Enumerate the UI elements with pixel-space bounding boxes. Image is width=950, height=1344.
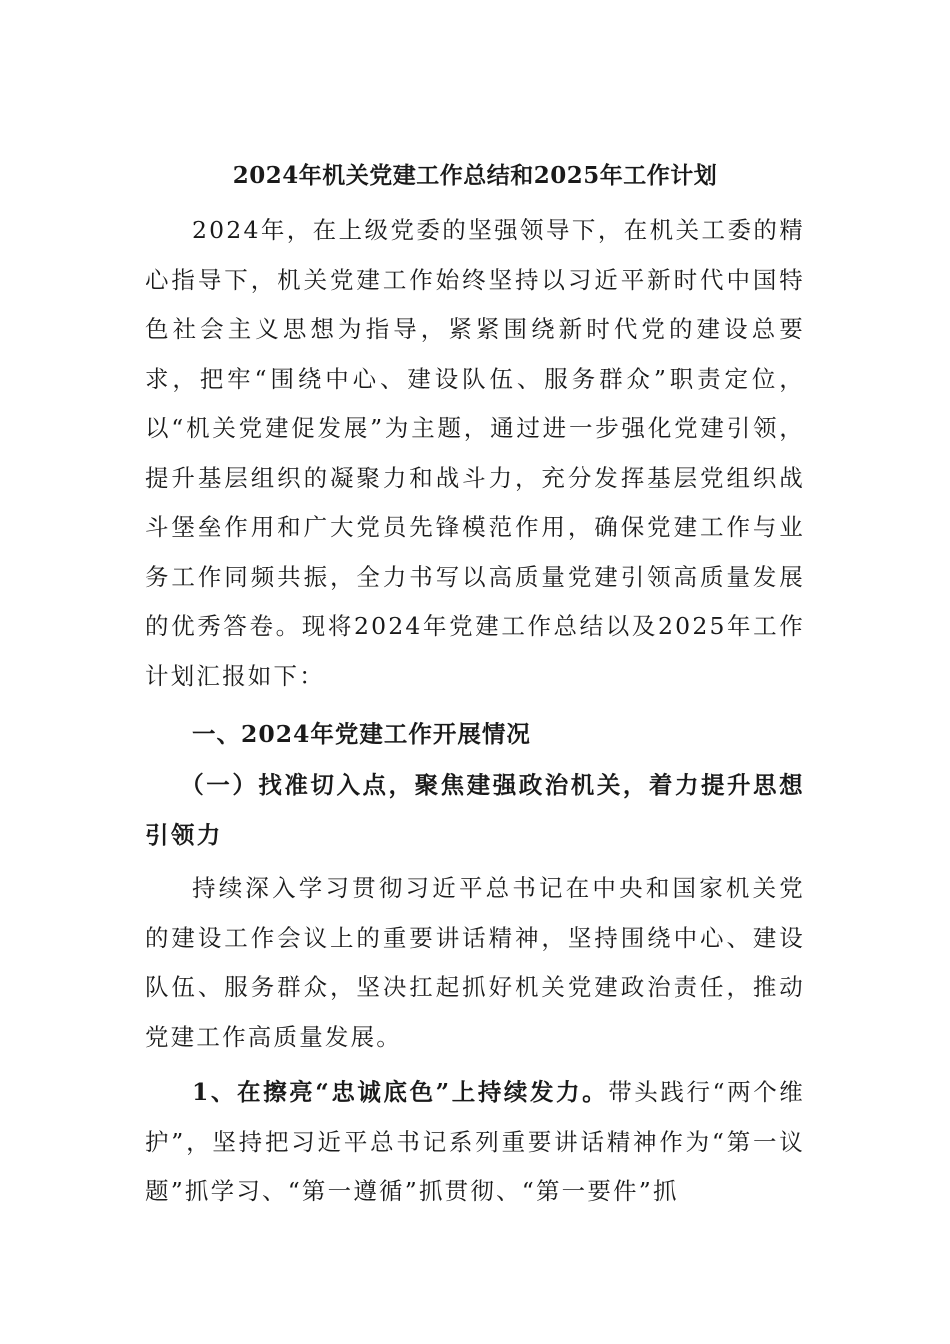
intro-paragraph: 2024年，在上级党委的坚强领导下，在机关工委的精心指导下，机关党建工作始终坚持以习近平新时代中国特色社会主义思想为指导，紧紧围绕新时代党的建设总要求，把牢“围绕中心、建设队伍、服务群众”职责定位，以“机关党建促发展”为主题，通过进一步强化党建引领，提升基层组织的凝聚力和战斗力，充分发挥基层党组织战斗堡垒作用和广大党员先锋模范作用，确保党建工作与业务工作同频共振，全力书写以高质量党建引领高质量发展的优秀答卷。现将2024年党建工作总结以及2025年工作计划汇报如下： [145,216,805,690]
section-heading-1: 一、2024年党建工作开展情况 [192,720,531,748]
document-page [145,150,805,1217]
item-1-paragraph [145,1068,805,1217]
document-title: 2024年机关党建工作总结和2025年工作计划 [232,162,718,189]
subsection-1-paragraph: 持续深入学习贯彻习近平总书记在中央和国家机关党的建设工作会议上的重要讲话精神，坚持围绕中心、建设队伍、服务群众，坚决扛起抓好机关党建政治责任，推动党建工作高质量发展。 [145,874,805,1051]
item-1-lead: 1、在擦亮“忠诚底色”上持续发力。 [192,1078,609,1106]
subsection-heading-1: （一）找准切入点，聚焦建强政治机关，着力提升思想引领力 [145,771,805,849]
item-1-body: 带头践行“两个维护”，坚持把习近平总书记系列重要讲话精神作为“第一议题”抓学习、“第一遵循”抓贯彻、“第一要件”抓 [145,1078,805,1205]
